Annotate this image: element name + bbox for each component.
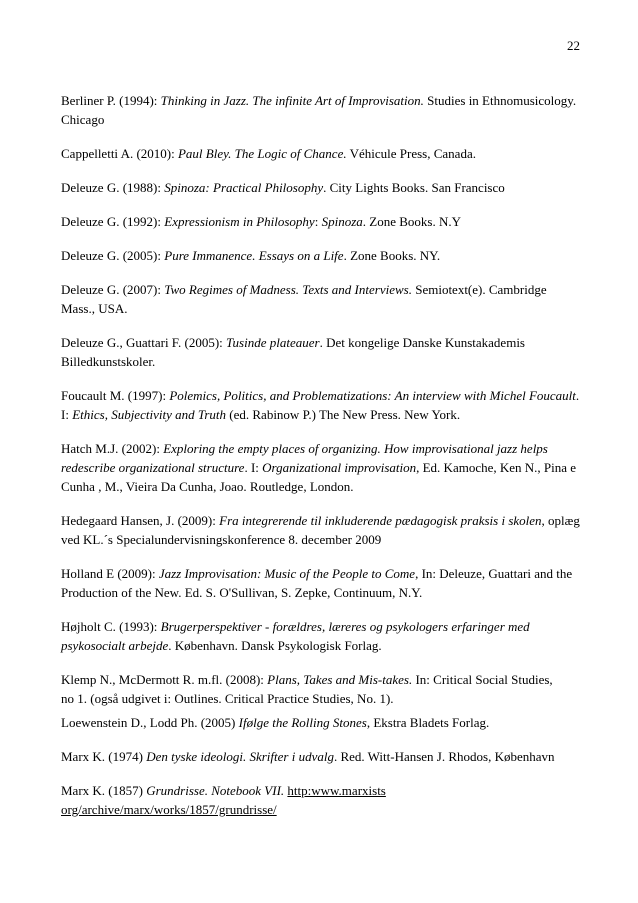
reference-title: Spinoza [321, 214, 363, 229]
reference-text: Deleuze G. (2005): [61, 248, 165, 263]
reference-text: ved KL.´s Specialundervisningskonference 8. december 2009 [61, 532, 382, 547]
reference-title: Fra integrerende til inkluderende pædagogisk praksis i skolen [219, 513, 542, 528]
reference-title: Polemics, Politics, and Problematizations: An interview with Michel Foucault [169, 388, 576, 403]
reference-text: Marx K. (1974) [61, 749, 147, 764]
reference-entry [61, 713, 581, 732]
reference-title: Pure Immanence. Essays on a Life [164, 248, 344, 263]
reference-title: Exploring the empty places of organizing. How improvisational jazz helps [163, 441, 548, 456]
reference-title: Paul Bley. The Logic of Chance. [177, 146, 347, 161]
reference-entry [61, 511, 581, 549]
reference-title: Two Regimes of Madness. Texts and Interviews. [164, 282, 412, 297]
reference-text: , Ekstra Bladets Forlag. [366, 715, 490, 730]
reference-text: , oplæg [541, 513, 580, 528]
reference-link[interactable]: http:www.marxists [287, 783, 386, 798]
reference-entry [61, 144, 581, 163]
reference-text: Foucault M. (1997): [61, 388, 170, 403]
reference-title: Jazz Improvisation: Music of the People to Come [158, 566, 416, 581]
reference-title: Expressionism in Philosophy [164, 214, 315, 229]
reference-entry [61, 178, 581, 197]
reference-text: . Zone Books. NY. [343, 248, 441, 263]
reference-text: Cunha , M., Vieira Da Cunha, Joao. Routledge, London. [61, 479, 354, 494]
reference-text: Studies in Ethnomusicology. [423, 93, 577, 108]
reference-title: Spinoza: Practical Philosophy [164, 180, 324, 195]
reference-text: Semiotext(e). Cambridge [411, 282, 547, 297]
reference-text: Hedegaard Hansen, J. (2009): [61, 513, 220, 528]
reference-text: . Det kongelige Danske Kunstakademis [319, 335, 525, 350]
reference-text: Billedkunstskoler. [61, 354, 156, 369]
reference-text: Marx K. (1857) [61, 783, 147, 798]
reference-text: Berliner P. (1994): [61, 93, 161, 108]
reference-entry [61, 617, 581, 655]
reference-title: Tusinde plateauer [226, 335, 320, 350]
reference-text: Højholt C. (1993): [61, 619, 161, 634]
reference-text: In: Critical Social Studies, [412, 672, 553, 687]
reference-entry [61, 91, 581, 129]
reference-title: Ifølge the Rolling Stones [238, 715, 367, 730]
reference-text: Loewenstein D., Lodd Ph. (2005) [61, 715, 239, 730]
reference-text: . City Lights Books. San Francisco [323, 180, 505, 195]
reference-title: psykosocialt arbejde [61, 638, 169, 653]
reference-text: Deleuze G., Guattari F. (2005): [61, 335, 227, 350]
reference-entry [61, 439, 581, 496]
reference-entry [61, 212, 581, 231]
reference-title: Ethics, Subjectivity and Truth [72, 407, 227, 422]
reference-text: . Zone Books. N.Y [362, 214, 461, 229]
page-number: 22 [567, 38, 580, 53]
reference-entry [61, 564, 581, 602]
reference-entry [61, 246, 581, 265]
reference-entry [61, 280, 581, 318]
reference-text: Deleuze G. (2007): [61, 282, 165, 297]
reference-text: no 1. (også udgivet i: Outlines. Critical Practice Studies, No. 1). [61, 691, 394, 706]
reference-title: redescribe organizational structure [61, 460, 245, 475]
reference-text: : [314, 214, 322, 229]
reference-entry [61, 781, 581, 819]
reference-text: Deleuze G. (1988): [61, 180, 165, 195]
reference-title: Grundrisse. Notebook VII. [146, 783, 285, 798]
reference-title: Plans, Takes and Mis-takes. [267, 672, 413, 687]
reference-text: , Ed. Kamoche, Ken N., Pina e [416, 460, 577, 475]
reference-title: Brugerperspektiver - forældres, læreres og psykologers erfaringer med [160, 619, 530, 634]
reference-link[interactable]: org/archive/marx/works/1857/grundrisse/ [61, 802, 277, 817]
reference-title: Thinking in Jazz. The infinite Art of Improvisation. [160, 93, 424, 108]
reference-text: Production of the New. Ed. S. O'Sullivan, S. Zepke, Continuum, N.Y. [61, 585, 423, 600]
reference-text: , In: Deleuze, Guattari and the [415, 566, 573, 581]
reference-entry [61, 333, 581, 371]
reference-text: . [575, 388, 580, 403]
reference-text: Véhicule Press, Canada. [346, 146, 476, 161]
reference-text: . København. Dansk Psykologisk Forlag. [168, 638, 382, 653]
reference-entry [61, 747, 581, 766]
reference-text: Holland E (2009): [61, 566, 159, 581]
reference-text: Mass., USA. [61, 301, 128, 316]
reference-title: Den tyske ideologi. Skrifter i udvalg [146, 749, 334, 764]
reference-text: Klemp N., McDermott R. m.fl. (2008): [61, 672, 268, 687]
reference-text: Chicago [61, 112, 105, 127]
reference-text: . Red. Witt-Hansen J. Rhodos, København [333, 749, 555, 764]
reference-title: Organizational improvisation [262, 460, 417, 475]
reference-text: I: [61, 407, 73, 422]
reference-text: . I: [244, 460, 263, 475]
reference-entry [61, 670, 581, 708]
reference-text: Deleuze G. (1992): [61, 214, 165, 229]
reference-text: Hatch M.J. (2002): [61, 441, 164, 456]
reference-text: Cappelletti A. (2010): [61, 146, 178, 161]
reference-text: (ed. Rabinow P.) The New Press. New York. [226, 407, 461, 422]
reference-entry [61, 386, 581, 424]
reference-list [61, 91, 581, 834]
